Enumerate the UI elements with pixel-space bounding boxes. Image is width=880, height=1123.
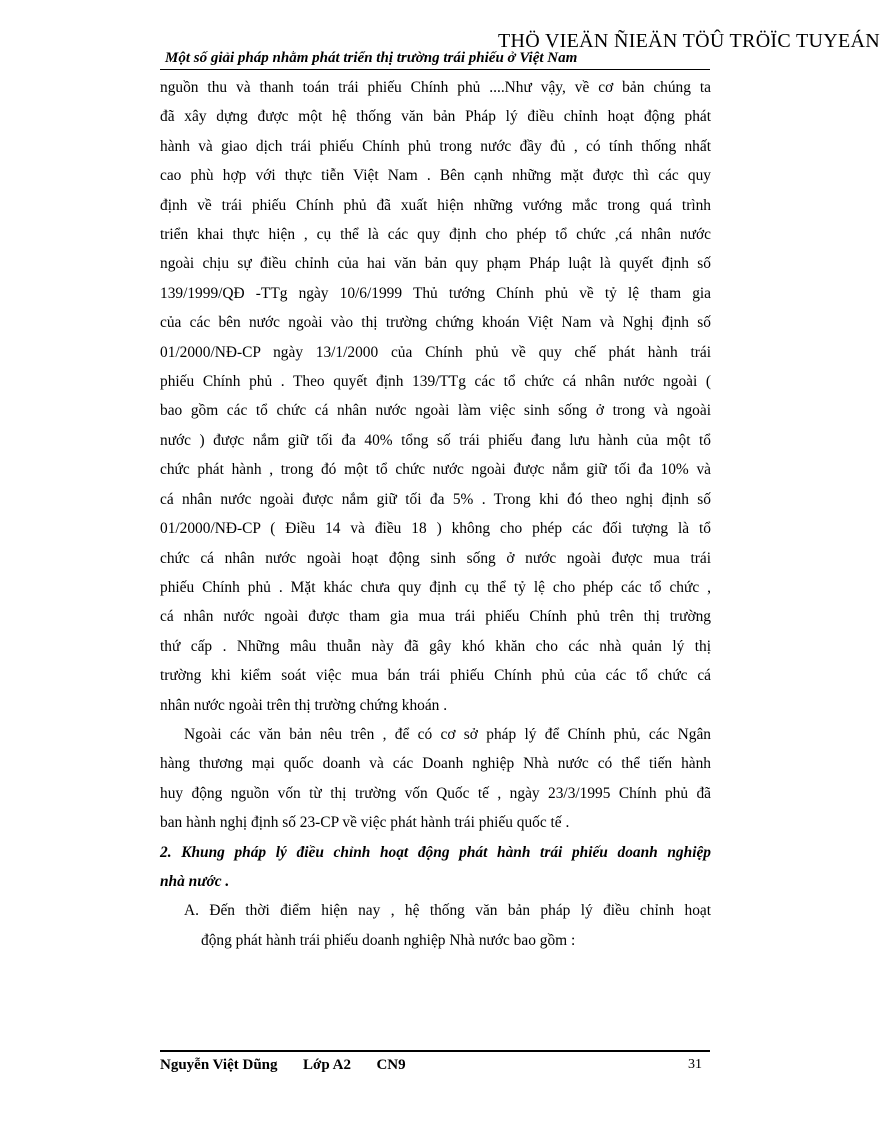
text-line: chức cá nhân nước ngoài hoạt động sinh sống ở nước ngoài được mua trái (160, 549, 711, 567)
text-line: của các bên nước ngoài vào thị trường chứng khoán Việt Nam và Nghị định số (160, 314, 711, 332)
watermark-text: THÖ VIEÄN ÑIEÄN TÖÛ TRÖÏC TUYEÁN (498, 30, 880, 52)
text-line: nguồn thu và thanh toán trái phiếu Chính phủ ....Như vậy, về cơ bản chúng ta (160, 79, 711, 96)
text-line: phiếu Chính phủ . Mặt khác chưa quy định cụ thể tỷ lệ cho phép các tổ chức , (160, 578, 711, 596)
text-line: cá nhân nước ngoài được nắm giữ tối đa 5% . Trong khi đó theo nghị định số (160, 490, 711, 508)
text-line: A. Đến thời điểm hiện nay , hệ thống văn bản pháp lý điều chỉnh hoạt (184, 902, 711, 920)
heading-line: 2. Khung pháp lý điều chỉnh hoạt động phát hành trái phiếu doanh nghiệp (160, 843, 711, 861)
document-body (160, 73, 711, 955)
heading-line: nhà nước . (160, 872, 230, 890)
footer-author: Nguyễn Việt Dũng (160, 1057, 278, 1073)
text-line: định về trái phiếu Chính phủ đã xuất hiện những vướng mắc trong quá trình (160, 196, 711, 214)
text-line: phiếu Chính phủ . Theo quyết định 139/TTg các tổ chức cá nhân nước ngoài ( (160, 373, 711, 391)
text-line: chức phát hành , trong đó một tổ chức nước ngoài được nắm giữ tối đa 10% và (160, 461, 711, 479)
page-number: 31 (688, 1057, 702, 1072)
text-line: cao phù hợp với thực tiễn Việt Nam . Bên cạnh những mặt được thì các quy (160, 167, 711, 185)
text-line: nước ) được nắm giữ tối đa 40% tổng số trái phiếu đang lưu hành của một tổ (160, 431, 711, 449)
footer-divider (160, 1050, 710, 1052)
page-header-title: Một số giải pháp nhằm phát triển thị trường trái phiếu ở Việt Nam (165, 50, 578, 66)
text-line: 01/2000/NĐ-CP ngày 13/1/2000 của Chính phủ về quy chế phát hành trái (160, 343, 711, 361)
text-line: đã xây dựng được một hệ thống văn bản Pháp lý điều chỉnh hoạt động phát (160, 108, 711, 126)
text-line: bao gồm các tổ chức cá nhân nước ngoài làm việc sinh sống ở trong và ngoài (160, 402, 711, 420)
text-line: ngoài chịu sự điều chỉnh của hai văn bản quy phạm Pháp luật là quyết định số (160, 255, 711, 273)
text-line: động phát hành trái phiếu doanh nghiệp Nhà nước bao gồm : (201, 931, 576, 949)
text-line: ban hành nghị định số 23-CP về việc phát hành trái phiếu quốc tế . (160, 814, 570, 832)
list-item-a (160, 896, 711, 955)
text-line: triển khai thực hiện , cụ thể là các quy định cho phép tổ chức ,cá nhân nước (160, 226, 711, 244)
section-heading (160, 838, 711, 897)
text-line: nhân nước ngoài trên thị trường chứng khoán . (160, 696, 448, 714)
paragraph-1 (160, 73, 711, 720)
footer-class: Lớp A2 (303, 1057, 351, 1073)
page-footer (160, 1057, 710, 1074)
text-line: 139/1999/QĐ -TTg ngày 10/6/1999 Thủ tướng Chính phủ về tỷ lệ tham gia (160, 284, 711, 302)
text-line: cá nhân nước ngoài được tham gia mua trái phiếu Chính phủ trên thị trường (160, 608, 711, 626)
text-line: hành và giao dịch trái phiếu Chính phủ trong nước đầy đủ , có tính thống nhất (160, 137, 711, 155)
text-line: hàng thương mại quốc doanh và các Doanh nghiệp Nhà nước có thể tiến hành (160, 755, 711, 773)
header-divider (160, 69, 710, 70)
text-line: huy động nguồn vốn từ thị trường vốn Quốc tế , ngày 23/3/1995 Chính phủ đã (160, 784, 711, 802)
footer-author-block (160, 1057, 406, 1073)
footer-section: CN9 (376, 1057, 406, 1073)
text-line: trường khi kiểm soát việc mua bán trái phiếu Chính phủ của các tổ chức cá (160, 667, 711, 685)
text-line: 01/2000/NĐ-CP ( Điều 14 và điều 18 ) không cho phép các đối tượng là tổ (160, 520, 711, 538)
paragraph-2 (160, 720, 711, 838)
text-line: Ngoài các văn bản nêu trên , để có cơ sở pháp lý để Chính phủ, các Ngân (184, 725, 711, 743)
text-line: thứ cấp . Những mâu thuẫn này đã gây khó khăn cho các nhà quản lý thị (160, 637, 711, 655)
